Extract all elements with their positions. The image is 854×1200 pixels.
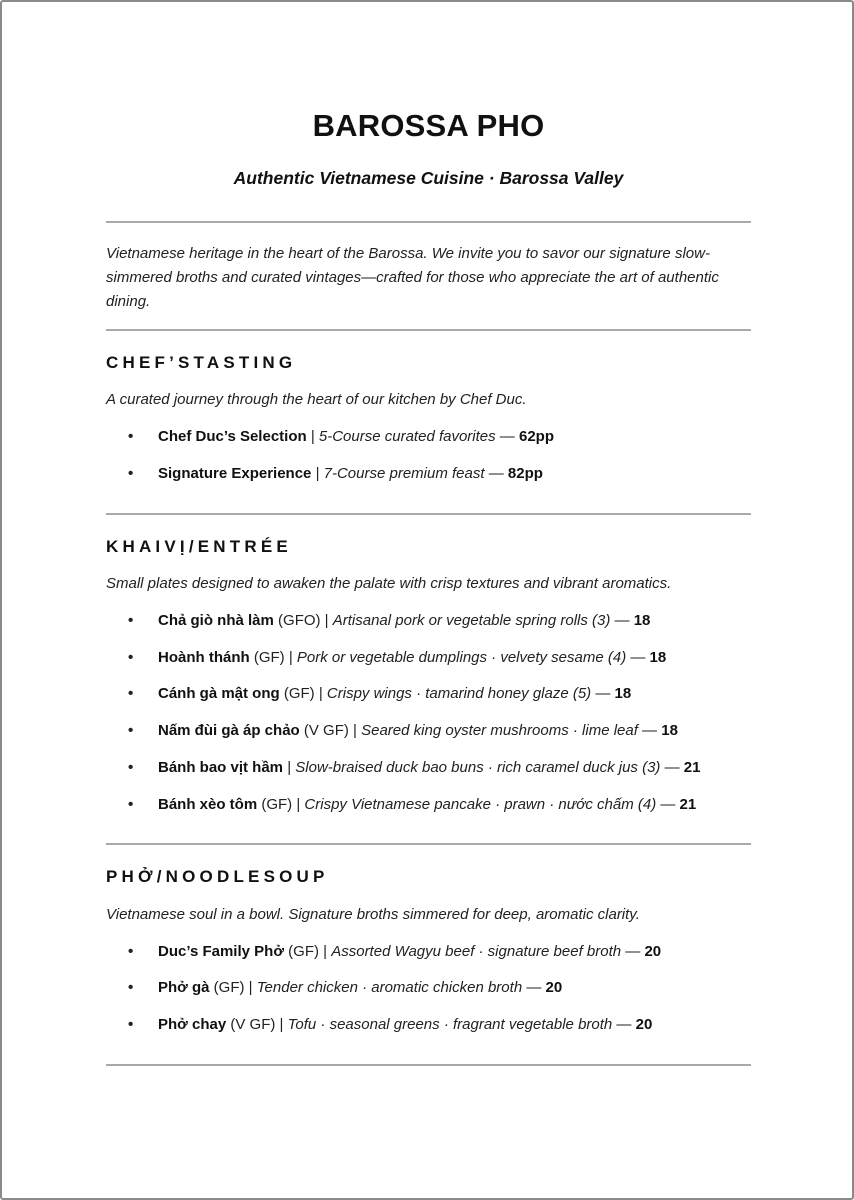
item-name: Chả giò nhà làm: [158, 612, 274, 629]
item-dietary-tag: (V GF): [226, 1016, 276, 1033]
item-dietary-tag: (GFO): [273, 612, 321, 629]
divider: [106, 513, 751, 515]
bullet-icon: •: [128, 428, 134, 445]
item-price: 18: [661, 722, 678, 739]
item-price: 18: [649, 649, 667, 666]
item-name: Bánh bao vịt hầm: [158, 759, 284, 776]
item-dash: —: [660, 759, 684, 776]
item-price: 20: [545, 979, 563, 996]
section-heading-chefs-tasting: CHEF’STASTING: [106, 353, 297, 372]
menu-item: [128, 979, 768, 996]
item-dash: —: [484, 465, 508, 482]
section-description: Small plates designed to awaken the palate with crisp textures and vibrant aromatics.: [106, 575, 672, 592]
item-separator: |: [306, 428, 319, 445]
menu-item: [128, 428, 768, 445]
item-description: Seared king oyster mushrooms · lime leaf: [361, 722, 638, 739]
item-dash: —: [591, 685, 615, 702]
item-separator: |: [314, 685, 327, 702]
menu-item: [128, 796, 768, 813]
item-description: Crispy wings · tamarind honey glaze (5): [326, 685, 592, 702]
menu-item: [128, 685, 768, 702]
bullet-icon: •: [128, 979, 134, 996]
item-separator: |: [284, 649, 297, 666]
item-name: Duc’s Family Phở: [158, 943, 284, 960]
item-separator: |: [292, 796, 305, 813]
divider: [106, 329, 751, 331]
item-name: Hoành thánh: [158, 649, 250, 666]
item-description: Crispy Vietnamese pancake · prawn · nước chấm (4): [304, 796, 657, 813]
menu-item: [128, 1016, 768, 1033]
item-dietary-tag: (GF): [279, 685, 315, 702]
section-heading-entree: KHAIVỊ/ENTRÉE: [106, 537, 292, 556]
menu-item: [128, 943, 768, 960]
item-name: Signature Experience: [158, 465, 312, 482]
item-dash: —: [612, 1016, 636, 1033]
item-separator: |: [318, 943, 332, 960]
item-separator: |: [348, 722, 362, 739]
bullet-icon: •: [128, 1016, 134, 1033]
item-separator: |: [320, 612, 333, 629]
item-description: Artisanal pork or vegetable spring rolls (3): [332, 612, 611, 629]
item-name: Chef Duc’s Selection: [158, 428, 307, 445]
divider: [106, 1064, 751, 1066]
bullet-icon: •: [128, 612, 134, 629]
item-separator: |: [275, 1016, 288, 1033]
menu-item: [128, 649, 768, 666]
item-dash: —: [656, 796, 680, 813]
menu-item: [128, 759, 768, 776]
item-price: 21: [679, 796, 697, 813]
item-dietary-tag: (V GF): [299, 722, 349, 739]
item-dash: —: [495, 428, 519, 445]
section-heading-noodle-soup: PHỞ/NOODLESOUP: [106, 867, 329, 886]
bullet-icon: •: [128, 943, 134, 960]
item-description: Tender chicken · aromatic chicken broth: [256, 979, 523, 996]
item-name: Nấm đùi gà áp chảo: [158, 722, 300, 739]
divider: [106, 843, 751, 845]
item-description: Slow-braised duck bao buns · rich caramel duck jus (3): [295, 759, 661, 776]
bullet-icon: •: [128, 759, 134, 776]
item-dash: —: [610, 612, 634, 629]
item-name: Phở chay: [158, 1016, 227, 1033]
item-dash: —: [621, 943, 645, 960]
item-description: 5-Course curated favorites: [318, 428, 496, 445]
restaurant-name: BAROSSA PHO: [312, 108, 545, 143]
item-description: 7-Course premium feast: [323, 465, 485, 482]
item-dietary-tag: (GF): [249, 649, 285, 666]
item-dash: —: [522, 979, 546, 996]
intro-paragraph: Vietnamese heritage in the heart of the Barossa. We invite you to savor our signature slow-simmered broths and curated vintages—crafted for those who appreciate the art of authentic dining.: [106, 245, 719, 310]
menu-item: [128, 722, 768, 739]
section-description: A curated journey through the heart of our kitchen by Chef Duc.: [106, 391, 527, 408]
bullet-icon: •: [128, 465, 134, 482]
item-separator: |: [283, 759, 296, 776]
item-price: 18: [614, 685, 632, 702]
bullet-icon: •: [128, 685, 134, 702]
item-dash: —: [626, 649, 650, 666]
menu-item: [128, 465, 768, 482]
item-description: Assorted Wagyu beef · signature beef broth: [331, 943, 622, 960]
item-price: 62pp: [518, 428, 554, 445]
item-dietary-tag: (GF): [257, 796, 293, 813]
menu-item: [128, 612, 768, 629]
bullet-icon: •: [128, 722, 134, 739]
bullet-icon: •: [128, 796, 134, 813]
bullet-icon: •: [128, 649, 134, 666]
item-price: 21: [683, 759, 701, 776]
item-name: Cánh gà mật ong: [158, 685, 280, 702]
item-dietary-tag: (GF): [283, 943, 319, 960]
item-price: 20: [644, 943, 662, 960]
item-separator: |: [244, 979, 257, 996]
item-name: Bánh xèo tôm: [158, 796, 258, 813]
item-dash: —: [637, 722, 662, 739]
item-price: 20: [635, 1016, 653, 1033]
item-separator: |: [311, 465, 324, 482]
item-dietary-tag: (GF): [209, 979, 245, 996]
item-description: Pork or vegetable dumplings · velvety sesame (4): [296, 649, 627, 666]
item-description: Tofu · seasonal greens · fragrant vegetable broth: [287, 1016, 613, 1033]
item-price: 18: [633, 612, 651, 629]
item-price: 82pp: [507, 465, 543, 482]
section-description: Vietnamese soul in a bowl. Signature broths simmered for deep, aromatic clarity.: [106, 906, 640, 923]
item-name: Phở gà: [158, 979, 210, 996]
restaurant-tagline: Authentic Vietnamese Cuisine · Barossa Valley: [233, 168, 624, 188]
divider: [106, 221, 751, 223]
